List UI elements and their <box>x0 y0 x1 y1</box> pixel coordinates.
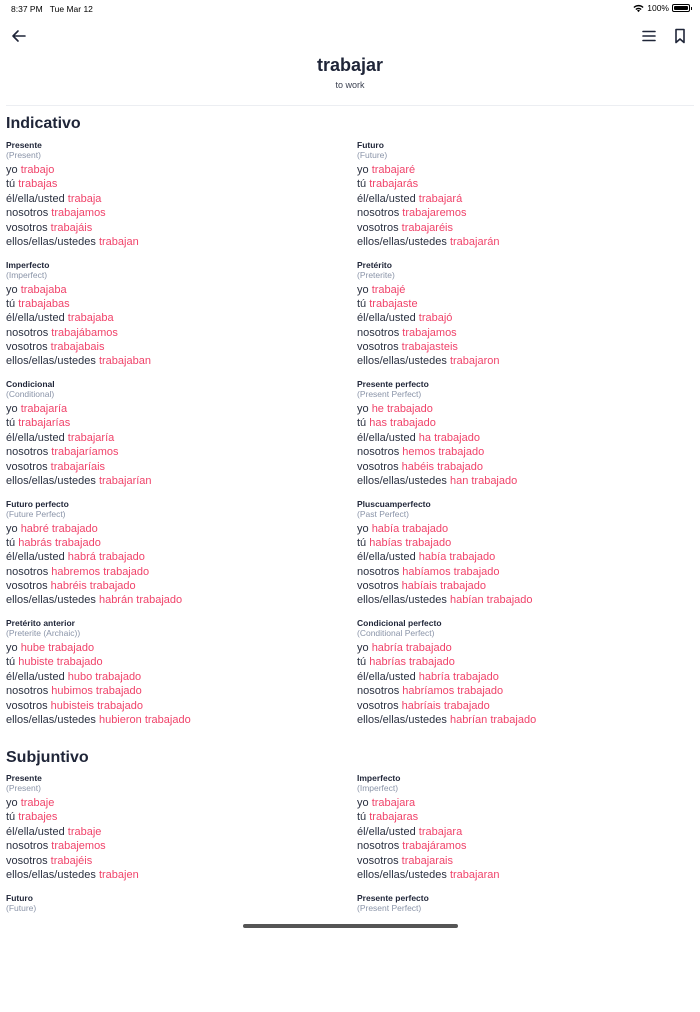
pronoun: yo <box>6 797 18 809</box>
conjugated-form: trabajaran <box>450 869 500 881</box>
conjugation-row <box>357 796 694 810</box>
tense-block <box>357 893 694 1012</box>
pronoun: ellos/ellas/ustedes <box>6 355 96 367</box>
pronoun: él/ella/usted <box>357 312 416 324</box>
conjugated-form: hubimos trabajado <box>51 685 142 697</box>
conjugated-form: trabaje <box>21 797 55 809</box>
tense-english: (Present Perfect) <box>357 389 694 399</box>
conjugation-row <box>357 579 694 593</box>
conjugated-form: trabajará <box>419 193 462 205</box>
conjugated-form: habríamos trabajado <box>402 685 503 697</box>
pronoun: vosotros <box>357 461 399 473</box>
verb-title: trabajar <box>0 55 700 76</box>
pronoun: yo <box>357 797 369 809</box>
conjugated-form: he trabajado <box>372 403 433 415</box>
conjugated-form: trabajaras <box>369 811 418 823</box>
pronoun: nosotros <box>6 840 48 852</box>
battery-percent: 100% <box>647 3 669 13</box>
tense-english: (Preterite) <box>357 270 694 280</box>
conjugated-form: hubisteis trabajado <box>51 700 143 712</box>
tense-name: Presente perfecto <box>357 893 694 903</box>
tense-block <box>357 140 694 260</box>
pronoun: yo <box>6 523 18 535</box>
pronoun: él/ella/usted <box>6 432 65 444</box>
conjugation-row <box>357 311 694 325</box>
pronoun: yo <box>6 284 18 296</box>
pronoun: vosotros <box>357 580 399 592</box>
pronoun: ellos/ellas/ustedes <box>357 594 447 606</box>
tense-english: (Future Perfect) <box>6 509 357 519</box>
conjugated-form: habrá trabajado <box>68 551 145 563</box>
pronoun: él/ella/usted <box>6 312 65 324</box>
conjugated-form: habrías trabajado <box>369 656 455 668</box>
tense-english: (Present) <box>6 150 357 160</box>
pronoun: tú <box>357 178 366 190</box>
tense-english: (Present Perfect) <box>357 903 694 913</box>
battery-icon <box>672 4 690 12</box>
pronoun: él/ella/usted <box>6 551 65 563</box>
pronoun: vosotros <box>6 855 48 867</box>
status-bar <box>0 0 700 18</box>
conjugation-row <box>357 684 694 698</box>
conjugated-form: trabajaba <box>21 284 67 296</box>
conjugation-row <box>357 474 694 488</box>
conjugated-form: trabajara <box>372 797 415 809</box>
conjugated-form: habría trabajado <box>372 642 452 654</box>
pronoun: nosotros <box>6 207 48 219</box>
conjugation-row <box>357 192 694 206</box>
conjugation-row <box>6 796 357 810</box>
conjugation-row <box>6 854 357 868</box>
conjugation-row <box>6 221 357 235</box>
conjugated-form: trabajabais <box>51 341 105 353</box>
tense-block <box>357 773 694 893</box>
tense-english: (Imperfect) <box>357 783 694 793</box>
conjugation-row <box>6 839 357 853</box>
pronoun: nosotros <box>357 840 399 852</box>
conjugation-row <box>357 177 694 191</box>
conjugation-row <box>6 297 357 311</box>
pronoun: nosotros <box>357 207 399 219</box>
conjugated-form: trabajamos <box>402 327 456 339</box>
conjugated-form: trabajábamos <box>51 327 118 339</box>
pronoun: tú <box>357 298 366 310</box>
conjugated-form: trabajaban <box>99 355 151 367</box>
conjugated-form: habría trabajado <box>419 671 499 683</box>
conjugation-row <box>357 416 694 430</box>
pronoun: ellos/ellas/ustedes <box>6 869 96 881</box>
conjugated-form: habías trabajado <box>369 537 451 549</box>
conjugation-row <box>6 431 357 445</box>
tense-english: (Conditional Perfect) <box>357 628 694 638</box>
conjugation-row <box>357 550 694 564</box>
bookmark-icon <box>670 26 690 46</box>
conjugation-row <box>357 641 694 655</box>
conjugation-row <box>6 550 357 564</box>
pronoun: yo <box>357 523 369 535</box>
conjugated-form: habrás trabajado <box>18 537 101 549</box>
conjugation-row <box>357 445 694 459</box>
pronoun: él/ella/usted <box>357 826 416 838</box>
conjugated-form: trabajaremos <box>402 207 466 219</box>
conjugated-form: hubiste trabajado <box>18 656 102 668</box>
pronoun: tú <box>6 417 15 429</box>
tense-block <box>357 618 694 738</box>
conjugation-row <box>357 297 694 311</box>
conjugation-row <box>6 283 357 297</box>
tense-name: Pretérito anterior <box>6 618 357 628</box>
pronoun: ellos/ellas/ustedes <box>6 475 96 487</box>
tense-block <box>6 773 357 893</box>
pronoun: ellos/ellas/ustedes <box>6 714 96 726</box>
conjugation-row <box>6 593 357 607</box>
menu-icon <box>639 26 659 46</box>
conjugation-row <box>6 868 357 882</box>
pronoun: tú <box>6 811 15 823</box>
conjugation-content <box>6 114 694 1012</box>
conjugation-row <box>357 460 694 474</box>
pronoun: vosotros <box>357 222 399 234</box>
conjugation-row <box>357 536 694 550</box>
conjugated-form: había trabajado <box>419 551 495 563</box>
pronoun: nosotros <box>357 685 399 697</box>
pronoun: yo <box>6 164 18 176</box>
tense-block <box>357 260 694 380</box>
tense-block <box>6 260 357 380</box>
conjugated-form: trabajara <box>419 826 462 838</box>
verb-translation: to work <box>0 80 700 90</box>
conjugation-row <box>357 522 694 536</box>
conjugation-row <box>357 283 694 297</box>
tense-name: Pretérito <box>357 260 694 270</box>
conjugated-form: trabajarías <box>18 417 70 429</box>
conjugation-row <box>357 839 694 853</box>
pronoun: nosotros <box>6 327 48 339</box>
conjugated-form: trabajaríais <box>51 461 105 473</box>
tense-english: (Future) <box>357 150 694 160</box>
conjugated-form: han trabajado <box>450 475 517 487</box>
conjugation-row <box>6 163 357 177</box>
conjugation-row <box>6 641 357 655</box>
pronoun: vosotros <box>6 461 48 473</box>
conjugation-row <box>6 340 357 354</box>
pronoun: yo <box>357 284 369 296</box>
conjugation-row <box>357 593 694 607</box>
conjugated-form: trabajaríamos <box>51 446 118 458</box>
pronoun: tú <box>6 656 15 668</box>
conjugated-form: trabajarían <box>99 475 152 487</box>
conjugated-form: trabajó <box>419 312 453 324</box>
conjugated-form: trabajaste <box>369 298 417 310</box>
menu-button[interactable] <box>639 26 659 46</box>
pronoun: él/ella/usted <box>6 671 65 683</box>
conjugated-form: trabajes <box>18 811 57 823</box>
conjugation-row <box>6 326 357 340</box>
status-right <box>633 3 690 13</box>
conjugation-row <box>6 311 357 325</box>
conjugation-row <box>6 235 357 249</box>
mood-heading: Subjuntivo <box>6 748 694 768</box>
conjugated-form: trabajé <box>372 284 406 296</box>
conjugated-form: habíamos trabajado <box>402 566 499 578</box>
conjugation-row <box>357 810 694 824</box>
conjugated-form: habríais trabajado <box>402 700 490 712</box>
conjugation-row <box>6 536 357 550</box>
tense-block <box>357 499 694 619</box>
conjugated-form: trabajen <box>99 869 139 881</box>
conjugation-row <box>357 713 694 727</box>
pronoun: yo <box>6 403 18 415</box>
conjugation-row <box>357 340 694 354</box>
pronoun: nosotros <box>357 327 399 339</box>
tense-grid <box>6 773 694 1012</box>
conjugated-form: trabajabas <box>18 298 69 310</box>
conjugated-form: hemos trabajado <box>402 446 484 458</box>
conjugated-form: ha trabajado <box>419 432 480 444</box>
tense-name: Presente <box>6 773 357 783</box>
pronoun: yo <box>357 403 369 415</box>
tense-block <box>357 379 694 499</box>
conjugated-form: trabajaba <box>68 312 114 324</box>
pronoun: tú <box>357 417 366 429</box>
tense-name: Presente perfecto <box>357 379 694 389</box>
divider <box>6 105 694 106</box>
tense-block <box>6 618 357 738</box>
conjugated-form: trabajaré <box>372 164 415 176</box>
tense-block <box>6 893 357 1012</box>
tense-english: (Conditional) <box>6 389 357 399</box>
pronoun: nosotros <box>357 566 399 578</box>
conjugated-form: habré trabajado <box>21 523 98 535</box>
conjugated-form: trabajemos <box>51 840 105 852</box>
conjugation-row <box>6 402 357 416</box>
conjugation-row <box>357 868 694 882</box>
tense-block <box>6 499 357 619</box>
pronoun: ellos/ellas/ustedes <box>357 869 447 881</box>
tense-name: Condicional <box>6 379 357 389</box>
conjugated-form: trabajamos <box>51 207 105 219</box>
conjugation-row <box>6 206 357 220</box>
tense-name: Futuro perfecto <box>6 499 357 509</box>
conjugation-row <box>6 684 357 698</box>
conjugation-row <box>6 579 357 593</box>
conjugation-row <box>6 825 357 839</box>
conjugation-row <box>6 177 357 191</box>
conjugated-form: has trabajado <box>369 417 436 429</box>
conjugated-form: trabajaréis <box>402 222 453 234</box>
tense-name: Imperfecto <box>6 260 357 270</box>
wifi-icon <box>633 4 644 13</box>
conjugation-row <box>357 431 694 445</box>
conjugated-form: trabajaría <box>68 432 114 444</box>
conjugation-row <box>6 670 357 684</box>
pronoun: ellos/ellas/ustedes <box>6 236 96 248</box>
tense-name: Presente <box>6 140 357 150</box>
pronoun: yo <box>6 642 18 654</box>
conjugation-row <box>6 354 357 368</box>
pronoun: él/ella/usted <box>6 193 65 205</box>
pronoun: nosotros <box>357 446 399 458</box>
tense-name: Pluscuamperfecto <box>357 499 694 509</box>
pronoun: ellos/ellas/ustedes <box>357 475 447 487</box>
conjugated-form: habrían trabajado <box>450 714 536 726</box>
conjugated-form: hubo trabajado <box>68 671 141 683</box>
tense-name: Futuro <box>357 140 694 150</box>
conjugation-row <box>6 416 357 430</box>
conjugated-form: habéis trabajado <box>402 461 483 473</box>
conjugated-form: había trabajado <box>372 523 448 535</box>
pronoun: vosotros <box>357 700 399 712</box>
conjugation-row <box>357 655 694 669</box>
conjugation-row <box>6 699 357 713</box>
conjugation-row <box>357 854 694 868</box>
conjugation-row <box>357 825 694 839</box>
tense-english: (Past Perfect) <box>357 509 694 519</box>
pronoun: ellos/ellas/ustedes <box>357 236 447 248</box>
conjugated-form: trabajas <box>18 178 57 190</box>
pronoun: vosotros <box>357 341 399 353</box>
conjugated-form: trabajo <box>21 164 55 176</box>
conjugated-form: habrán trabajado <box>99 594 182 606</box>
conjugation-row <box>357 402 694 416</box>
conjugation-row <box>6 460 357 474</box>
conjugation-row <box>357 670 694 684</box>
tense-name: Futuro <box>6 893 357 903</box>
pronoun: él/ella/usted <box>357 671 416 683</box>
tense-english: (Imperfect) <box>6 270 357 280</box>
conjugated-form: hube trabajado <box>21 642 94 654</box>
pronoun: nosotros <box>6 685 48 697</box>
pronoun: él/ella/usted <box>357 432 416 444</box>
pronoun: ellos/ellas/ustedes <box>357 714 447 726</box>
conjugated-form: trabaje <box>68 826 102 838</box>
pronoun: tú <box>6 537 15 549</box>
conjugation-row <box>357 326 694 340</box>
conjugation-row <box>357 565 694 579</box>
back-button[interactable] <box>9 26 29 46</box>
pronoun: él/ella/usted <box>357 193 416 205</box>
conjugation-row <box>6 445 357 459</box>
home-indicator[interactable] <box>243 924 458 928</box>
tense-name: Condicional perfecto <box>357 618 694 628</box>
tense-name: Imperfecto <box>357 773 694 783</box>
pronoun: tú <box>357 537 366 549</box>
bookmark-button[interactable] <box>670 26 690 46</box>
tense-english: (Present) <box>6 783 357 793</box>
conjugated-form: trabaja <box>68 193 102 205</box>
conjugated-form: trabajarais <box>402 855 453 867</box>
arrow-left-icon <box>9 26 29 46</box>
conjugation-row <box>357 206 694 220</box>
pronoun: vosotros <box>6 222 48 234</box>
pronoun: ellos/ellas/ustedes <box>6 594 96 606</box>
tense-block <box>6 379 357 499</box>
conjugated-form: trabajan <box>99 236 139 248</box>
pronoun: yo <box>357 164 369 176</box>
conjugation-row <box>6 655 357 669</box>
conjugated-form: trabajaron <box>450 355 500 367</box>
conjugation-row <box>6 474 357 488</box>
pronoun: vosotros <box>6 700 48 712</box>
pronoun: yo <box>357 642 369 654</box>
conjugation-row <box>6 713 357 727</box>
conjugation-row <box>6 192 357 206</box>
pronoun: él/ella/usted <box>6 826 65 838</box>
pronoun: nosotros <box>6 566 48 578</box>
conjugation-row <box>6 565 357 579</box>
pronoun: tú <box>357 811 366 823</box>
status-time: 8:37 PM Tue Mar 12 <box>11 4 93 14</box>
conjugation-row <box>357 163 694 177</box>
pronoun: vosotros <box>6 341 48 353</box>
pronoun: él/ella/usted <box>357 551 416 563</box>
conjugated-form: trabajéis <box>51 855 93 867</box>
pronoun: vosotros <box>6 580 48 592</box>
conjugated-form: trabajáramos <box>402 840 466 852</box>
conjugation-row <box>357 699 694 713</box>
pronoun: ellos/ellas/ustedes <box>357 355 447 367</box>
conjugated-form: trabajarás <box>369 178 418 190</box>
conjugation-row <box>357 221 694 235</box>
conjugated-form: habíais trabajado <box>402 580 486 592</box>
conjugated-form: trabajáis <box>51 222 93 234</box>
tense-english: (Preterite (Archaic)) <box>6 628 357 638</box>
conjugated-form: habremos trabajado <box>51 566 149 578</box>
conjugation-row <box>6 522 357 536</box>
tense-english: (Future) <box>6 903 357 913</box>
conjugated-form: trabajarán <box>450 236 500 248</box>
pronoun: tú <box>6 178 15 190</box>
conjugated-form: habréis trabajado <box>51 580 136 592</box>
tense-grid <box>6 140 694 738</box>
tense-block <box>6 140 357 260</box>
pronoun: tú <box>6 298 15 310</box>
pronoun: tú <box>357 656 366 668</box>
conjugated-form: trabajaría <box>21 403 67 415</box>
conjugated-form: hubieron trabajado <box>99 714 191 726</box>
conjugation-row <box>357 354 694 368</box>
conjugated-form: trabajasteis <box>402 341 458 353</box>
conjugation-row <box>357 235 694 249</box>
conjugated-form: habían trabajado <box>450 594 533 606</box>
pronoun: nosotros <box>6 446 48 458</box>
pronoun: vosotros <box>357 855 399 867</box>
conjugation-row <box>6 810 357 824</box>
mood-heading: Indicativo <box>6 114 694 134</box>
